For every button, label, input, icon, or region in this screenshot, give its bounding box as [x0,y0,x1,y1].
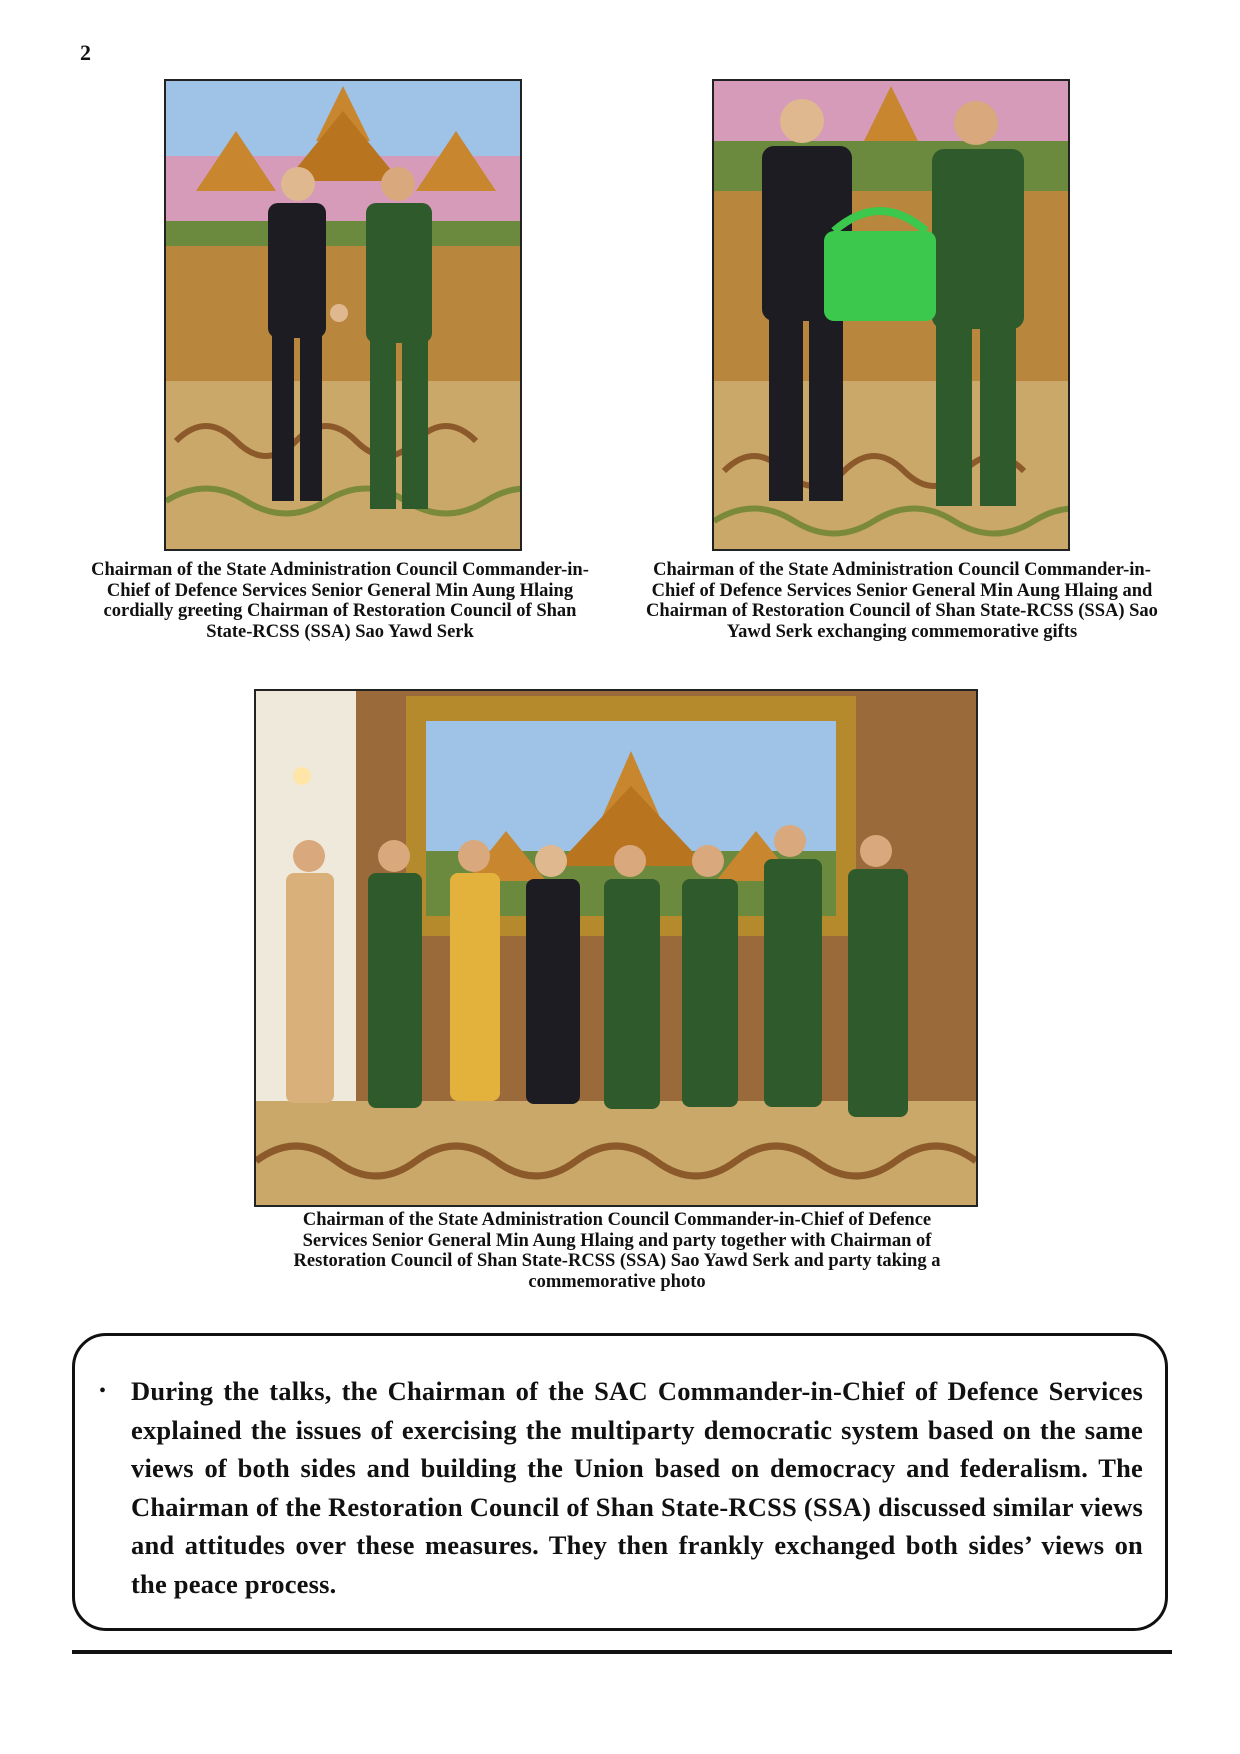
caption-group: Chairman of the State Administration Council Commander-in-Chief of Defence Services Senior General Min Aung Hlaing and party together with Chairman of Restoration Council of Shan State-RCSS (SSA) Sao Yawd Serk and party taking a commemorative photo [293,1210,941,1292]
talks-paragraph: During the talks, the Chairman of the SAC Commander-in-Chief of Defence Services explained the issues of exercising the multiparty democratic system based on the same views of both sides and building the Union based on democracy and federalism. The Chairman of the Restoration Council of Shan State-RCSS (SSA) discussed similar views and attitudes over these measures. They then frankly exchanged both sides’ views on the peace process. [131,1376,1143,1599]
photo-icon [166,81,520,549]
caption-gifts: Chairman of the State Administration Council Commander-in-Chief of Defence Services Senior General Min Aung Hlaing and Chairman of Restoration Council of Shan State-RCSS (SSA) Sao Yawd Serk exchanging commemorative gifts [646,560,1158,642]
bullet-marker: • [99,1380,107,1402]
photo-gifts [712,79,1070,551]
photo-icon [256,691,976,1205]
photo-icon [714,81,1068,549]
caption-greeting: Chairman of the State Administration Council Commander-in-Chief of Defence Services Senior General Min Aung Hlaing cordially greeting Chairman of Restoration Council of Shan State-RCSS (SSA) Sao Yawd Serk [91,560,589,642]
talks-summary-box [72,1333,1168,1631]
bottom-divider [72,1650,1172,1654]
photo-greeting [164,79,522,551]
photo-group [254,689,978,1207]
page-number: 2 [80,40,91,65]
